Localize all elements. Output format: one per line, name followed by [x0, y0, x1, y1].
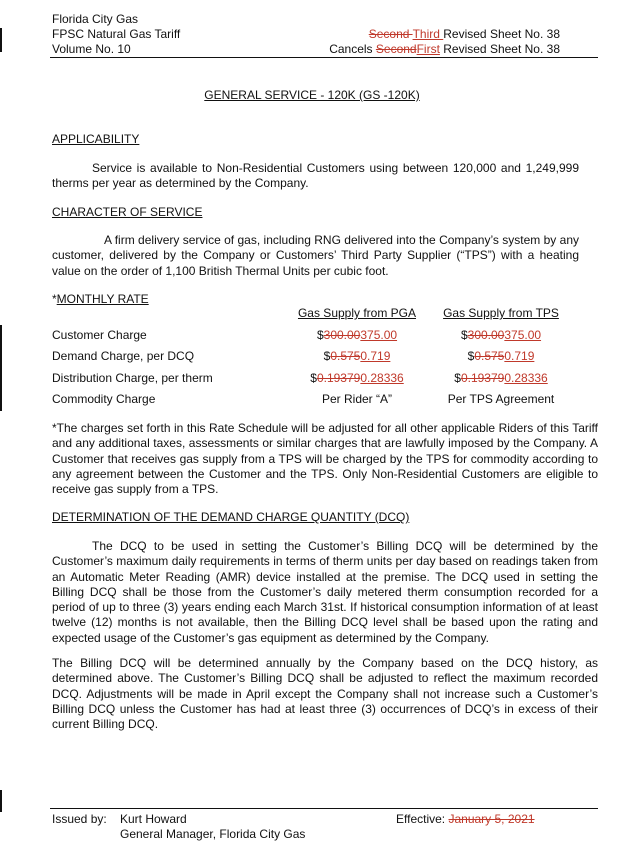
- footer-rule: [50, 808, 598, 809]
- rate-row-distribution-charge: [52, 371, 598, 387]
- rate-row-demand-charge: [52, 349, 598, 365]
- deleted-value: 0.575: [474, 349, 505, 363]
- sheet-number: [369, 27, 560, 41]
- deleted-value: 0.575: [330, 349, 361, 363]
- revision-bar: [0, 28, 2, 52]
- sheet-suffix: Revised Sheet No. 38: [443, 27, 560, 41]
- applicability-paragraph: Service is available to Non-Residential Customers using between 120,000 and 1,249,999 therms per year as determined by the Company.: [52, 161, 579, 191]
- inserted-value: 375.00: [360, 328, 398, 342]
- rate-value-pga: [294, 371, 420, 385]
- deleted-value: 0.19379: [316, 371, 361, 385]
- rate-label: Distribution Charge, per therm: [52, 371, 213, 385]
- revision-bar: [0, 790, 2, 812]
- revision-bar: [0, 325, 2, 411]
- cancels-inserted-text: First: [416, 42, 440, 56]
- inserted-value: 0.28336: [504, 371, 548, 385]
- inserted-value: 0.719: [360, 349, 391, 363]
- header-rule: [50, 57, 598, 58]
- dcq-heading: DETERMINATION OF THE DEMAND CHARGE QUANTITY (DCQ): [52, 510, 410, 524]
- effective-deleted-date: January 5, 2021: [448, 812, 535, 826]
- inserted-value: 0.719: [504, 349, 535, 363]
- rate-label: Commodity Charge: [52, 392, 156, 406]
- sheet-deleted-text: Second: [368, 27, 413, 41]
- character-text: [52, 233, 579, 279]
- col-tps-header: Gas Supply from TPS: [443, 306, 559, 320]
- cancels-sheet: [329, 42, 560, 56]
- rate-row-commodity-charge: [52, 392, 598, 408]
- dcq-paragraph-1: The DCQ to be used in setting the Customer’s Billing DCQ will be determined by the Customer’s maximum daily requirements in terms of therm units per day based on readings taken from an Automatic Meter Reading (AMR) device installed at the premise. The DCQ used in setting the Billing DCQ shall be those from the Customer’s daily metered therm consumption recorded for a period of up to three (3) years ending each March 31st. If historical consumption information of at least twelve (12) months is not available, then the Billing DCQ level shall be based upon the rating and expected usage of the Customer’s gas equipment as determined by the Company.: [52, 539, 598, 645]
- cancels-prefix: Cancels: [329, 42, 376, 56]
- dcq-text: [52, 539, 598, 646]
- inserted-value: 375.00: [504, 328, 542, 342]
- rate-row-customer-charge: [52, 328, 598, 344]
- effective-date: [396, 812, 535, 826]
- issued-by-label: Issued by:: [52, 812, 107, 826]
- effective-label: Effective:: [396, 812, 449, 826]
- rate-footnote: [52, 421, 598, 497]
- rate-value-tps: [436, 328, 566, 342]
- tariff-name: FPSC Natural Gas Tariff: [52, 27, 181, 41]
- inserted-value: 0.28336: [360, 371, 404, 385]
- rate-value-tps: Per TPS Agreement: [447, 392, 555, 406]
- volume-number: Volume No. 10: [52, 42, 131, 56]
- dcq-paragraph-2: The Billing DCQ will be determined annually by the Company based on the DCQ history, as determined above. The Customer’s Billing DCQ shall be adjusted to reflect the maximum recorded DCQ. Adjustments will be made in April except the Company shall not increase such a Customer’s Billing DCQ unless the Customer has had at least three (3) occurrences of DCQ’s in excess of their current Billing DCQ.: [52, 656, 598, 732]
- rate-value-tps: [436, 371, 566, 385]
- billing-dcq-text: [52, 656, 598, 732]
- company-name: Florida City Gas: [52, 12, 139, 26]
- deleted-value: 300.00: [323, 328, 361, 342]
- deleted-value: 0.19379: [460, 371, 505, 385]
- currency: $: [454, 371, 461, 385]
- rate-value-tps: [436, 349, 566, 363]
- rate-value-pga: [294, 349, 420, 363]
- footnote-paragraph: *The charges set forth in this Rate Schedule will be adjusted for all other applicable Riders of this Tariff and any additional taxes, assessments or similar charges that are lawfully imposed by the Company. A Customer that receives gas supply from a TPS will be charged by the TPS for commodity according to any agreement between the Customer and the TPS. Only Non-Residential Customers are eligible to receive gas supply from a TPS.: [52, 421, 598, 497]
- character-heading: CHARACTER OF SERVICE: [52, 205, 203, 219]
- currency: $: [460, 328, 468, 342]
- applicability-text: [52, 161, 579, 192]
- character-paragraph: A firm delivery service of gas, including RNG delivered into the Company’s system by any customer, delivered by the Company or Customers’ Third Party Supplier (“TPS”) with a heating value on the order of 1,100 British Thermal Units per cubic foot.: [52, 233, 579, 278]
- issuer-title: General Manager, Florida City Gas: [120, 827, 306, 841]
- issuer-name: Kurt Howard: [120, 812, 187, 826]
- rate-label: Customer Charge: [52, 328, 147, 342]
- cancels-deleted-text: Second: [375, 42, 417, 56]
- rate-label: Demand Charge, per DCQ: [52, 349, 195, 363]
- currency: $: [310, 371, 317, 385]
- cancels-suffix: Revised Sheet No. 38: [439, 42, 560, 56]
- currency: $: [467, 349, 475, 363]
- currency: $: [323, 349, 331, 363]
- col-pga-header: Gas Supply from PGA: [297, 306, 417, 320]
- currency: $: [316, 328, 324, 342]
- deleted-value: 300.00: [467, 328, 505, 342]
- schedule-title: GENERAL SERVICE - 120K (GS -120K): [204, 88, 420, 102]
- applicability-heading: APPLICABILITY: [52, 132, 140, 146]
- monthly-rate-heading: [52, 292, 149, 306]
- rate-value-pga: Per Rider “A”: [321, 392, 392, 406]
- rate-value-pga: [294, 328, 420, 342]
- rate-header-row: [52, 306, 598, 322]
- sheet-inserted-text: Third: [412, 27, 444, 41]
- monthly-rate-title: MONTHLY RATE: [56, 292, 149, 306]
- asterisk: *: [52, 292, 57, 306]
